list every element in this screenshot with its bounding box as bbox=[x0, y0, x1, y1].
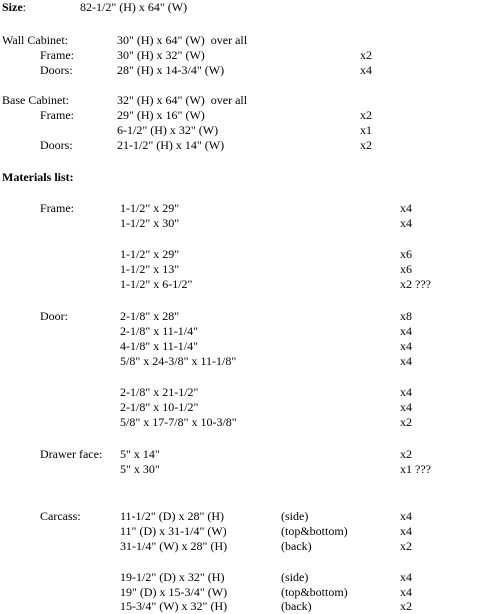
materials-row-qty: x2 bbox=[400, 415, 412, 429]
materials-row-value: 2-1/8" x 28" bbox=[120, 309, 180, 323]
base-frame-qty: x1 bbox=[360, 123, 372, 137]
materials-row-qty: x6 bbox=[400, 262, 412, 276]
materials-row-value: 5" x 30" bbox=[120, 462, 160, 476]
size-colon: : bbox=[22, 0, 27, 14]
materials-row-value: 5/8" x 17-7/8" x 10-3/8" bbox=[120, 415, 237, 429]
materials-row-qty: x4 bbox=[400, 324, 412, 338]
materials-row-note: (side) bbox=[281, 509, 309, 523]
wall-frame-qty: x2 bbox=[360, 48, 372, 62]
wall-doors-value: 28" (H) x 14-3/4" (W) bbox=[117, 63, 225, 77]
materials-row-value: 19-1/2" (D) x 32" (H) bbox=[120, 570, 225, 584]
materials-row-note: (back) bbox=[281, 599, 312, 613]
base-frame-value: 6-1/2" (H) x 32" (W) bbox=[117, 123, 219, 137]
materials-row-qty: x4 bbox=[400, 509, 412, 523]
size-value: 82-1/2" (H) x 64" (W) bbox=[80, 0, 188, 14]
materials-row-qty: x6 bbox=[400, 247, 412, 261]
materials-row-qty: x4 bbox=[400, 339, 412, 353]
materials-row-qty: x2 bbox=[400, 539, 412, 553]
materials-row-value: 11-1/2" (D) x 28" (H) bbox=[120, 509, 224, 523]
materials-row-value: 5/8" x 24-3/8" x 11-1/8" bbox=[120, 354, 237, 368]
base-frame-label: Frame: bbox=[40, 108, 74, 122]
base-frame-qty: x2 bbox=[360, 108, 372, 122]
size-label: Size bbox=[2, 0, 23, 14]
materials-row-value: 1-1/2" x 30" bbox=[120, 216, 180, 230]
materials-row-qty: x4 bbox=[400, 354, 412, 368]
wall-cabinet-label: Wall Cabinet: bbox=[2, 33, 69, 47]
materials-row-value: 2-1/8" x 11-1/4" bbox=[120, 324, 199, 338]
materials-row-qty: x2 bbox=[400, 599, 412, 613]
materials-frame-label: Frame: bbox=[40, 201, 74, 215]
materials-drawer-face-label: Drawer face: bbox=[40, 447, 103, 461]
materials-row-qty: x2 ??? bbox=[400, 277, 431, 291]
materials-row-qty: x4 bbox=[400, 385, 412, 399]
materials-row-value: 31-1/4" (W) x 28" (H) bbox=[120, 539, 228, 553]
materials-row-value: 1-1/2" x 29" bbox=[120, 201, 180, 215]
base-frame-value: 29" (H) x 16" (W) bbox=[117, 108, 205, 122]
base-doors-qty: x2 bbox=[360, 138, 372, 152]
wall-cabinet-overall: 30" (H) x 64" (W) over all bbox=[117, 33, 248, 47]
materials-row-qty: x8 bbox=[400, 309, 412, 323]
materials-row-qty: x4 bbox=[400, 400, 412, 414]
materials-row-value: 1-1/2" x 13" bbox=[120, 262, 180, 276]
wall-doors-qty: x4 bbox=[360, 63, 372, 77]
materials-row-qty: x4 bbox=[400, 585, 412, 599]
materials-row-value: 15-3/4" (W) x 32" (H) bbox=[120, 599, 228, 613]
materials-row-value: 1-1/2" x 6-1/2" bbox=[120, 277, 193, 291]
materials-row-value: 2-1/8" x 21-1/2" bbox=[120, 385, 199, 399]
base-cabinet-label: Base Cabinet: bbox=[2, 93, 69, 107]
materials-row-note: (back) bbox=[281, 539, 312, 553]
materials-row-qty: x4 bbox=[400, 524, 412, 538]
base-doors-value: 21-1/2" (H) x 14" (W) bbox=[117, 138, 225, 152]
base-doors-label: Doors: bbox=[40, 138, 73, 152]
materials-row-note: (top&bottom) bbox=[281, 524, 348, 538]
wall-frame-value: 30" (H) x 32" (W) bbox=[117, 48, 205, 62]
wall-frame-label: Frame: bbox=[40, 48, 74, 62]
materials-row-value: 4-1/8" x 11-1/4" bbox=[120, 339, 199, 353]
materials-row-qty: x4 bbox=[400, 201, 412, 215]
materials-door-label: Door: bbox=[40, 309, 68, 323]
materials-row-value: 5" x 14" bbox=[120, 447, 160, 461]
materials-row-value: 2-1/8" x 10-1/2" bbox=[120, 400, 199, 414]
base-cabinet-overall: 32" (H) x 64" (W) over all bbox=[117, 93, 248, 107]
materials-row-value: 1-1/2" x 29" bbox=[120, 247, 180, 261]
materials-row-value: 19" (D) x 15-3/4" (W) bbox=[120, 585, 228, 599]
materials-heading: Materials list: bbox=[2, 170, 74, 184]
materials-row-qty: x1 ??? bbox=[400, 462, 431, 476]
materials-row-note: (top&bottom) bbox=[281, 585, 348, 599]
size-line bbox=[2, 0, 26, 14]
wall-doors-label: Doors: bbox=[40, 63, 73, 77]
materials-row-note: (side) bbox=[281, 570, 309, 584]
materials-row-qty: x2 bbox=[400, 447, 412, 461]
materials-row-value: 11" (D) x 31-1/4" (W) bbox=[120, 524, 227, 538]
materials-row-qty: x4 bbox=[400, 570, 412, 584]
materials-carcass-label: Carcass: bbox=[40, 509, 81, 523]
materials-row-qty: x4 bbox=[400, 216, 412, 230]
